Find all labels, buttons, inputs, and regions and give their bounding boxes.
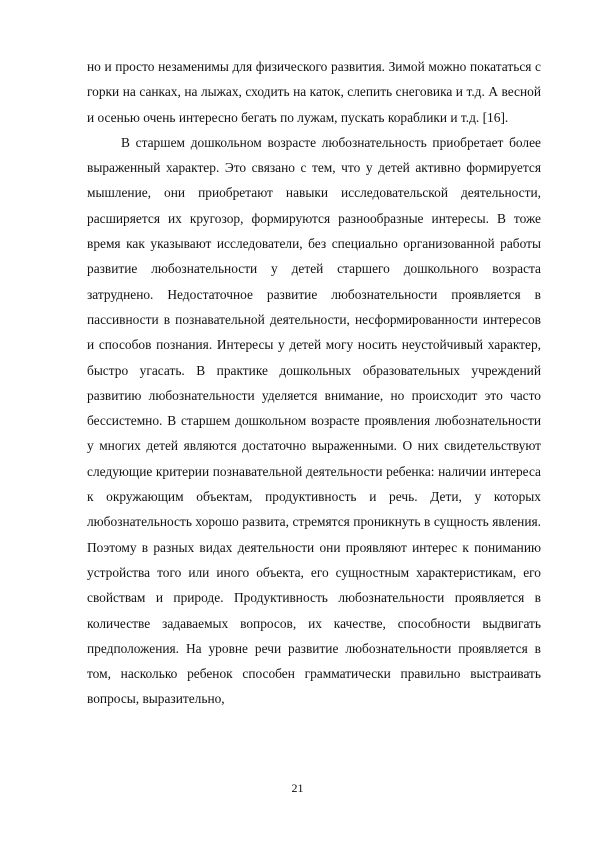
paragraph-senior-preschool-curiosity: В старшем дошкольном возрасте любознательность приобретает более выраженный характер. Это связано с тем, что у детей активно формируется мышление, они приобретают навыки исследовательской деятельности, расширяется их кругозор, формируются разнообразные интересы. В тоже время как указывают исследователи, без специально организованной работы развитие любознательности у детей старшего дошкольного возраста затруднено. Недостаточное развитие любознательности проявляется в пассивности в познавательной деятельности, несформированности интересов и способов познания. Интересы у детей могу носить неустойчивый характер, быстро угасать. В практике дошкольных образовательных учреждений развитию любознательности уделяется внимание, но происходит это часто бессистемно. В старшем дошкольном возрасте проявления любознательности у многих детей являются достаточно выраженными. О них свидетельствуют следующие критерии познавательной деятельности ребенка: наличии интереса к окружающим объектам, продуктивность и речь. Дети, у которых любознательность хорошо развита, стремятся проникнуть в сущность явления. Поэтому в разных видах деятельности они проявляют интерес к пониманию устройства того или иного объекта, его сущностным характеристикам, его свойствам и природе. Продуктивность любознательности проявляется в количестве задаваемых вопросов, их качестве, способности выдвигать предположения. На уровне речи развитие любознательности проявляется в том, насколько ребенок способен грамматически правильно выстраивать вопросы, выразительно, [87, 134, 541, 707]
paragraph-continuation: но и просто незаменимы для физического развития. Зимой можно покататься с горки на санках, на лыжах, сходить на каток, слепить снеговика и т.д. А весной и осенью очень интересно бегать по лужам, пускать кораблики и т.д. [16]. [87, 59, 541, 125]
body-text [87, 54, 541, 712]
page-number: 21 [291, 781, 304, 795]
